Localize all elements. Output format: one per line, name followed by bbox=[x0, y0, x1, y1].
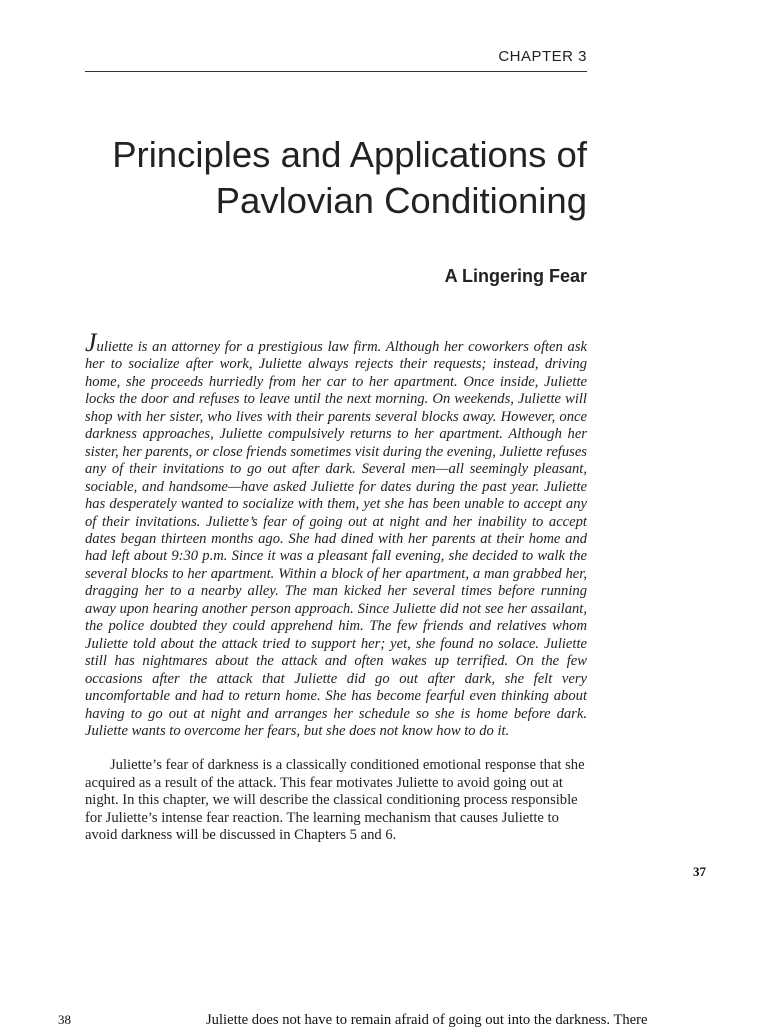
vignette-subtitle: A Lingering Fear bbox=[444, 266, 587, 286]
chapter-title bbox=[85, 132, 587, 224]
page-number: 37 bbox=[693, 864, 706, 879]
chapter-title-line-2: Pavlovian Conditioning bbox=[215, 180, 587, 221]
vignette-dropcap: J bbox=[85, 328, 97, 357]
next-page-text: Juliette does not have to remain afraid of going out into the darkness. There bbox=[206, 1012, 648, 1028]
vignette-text: uliette is an attorney for a prestigious law firm. Although her coworkers often ask her to socialize after work, Juliette always rejects their requests; instead, driving home, she proceeds hurriedly from her car to her apartment. Once inside, Juliette locks the door and refuses to leave until the next morning. On weekends, Juliette will shop with her sister, who lives with their parents several blocks away. However, once darkness approaches, Juliette compulsively returns to her apartment. Although her sister, her parents, or close friends sometimes visit during the evening, Juliette refuses any of their invitations to go out after dark. Several men—all seemingly pleasant, sociable, and handsome—have asked Juliette for dates during the past year. Juliette has desperately wanted to socialize with them, yet she has been unable to accept any of their invitations. Juliette’s fear of going out at night and her inability to accept dates began thirteen months ago. She had dined with her parents at their home and had left about 9:30 p.m. Since it was a pleasant fall evening, she decided to walk the several blocks to her apartment. Within a block of her apartment, a man grabbed her, dragging her to a nearby alley. The man kicked her several times before running away upon hearing another person approach. Since Juliette did not see her assailant, the police doubted they could apprehend him. The few friends and relatives whom Juliette told about the attack tried to support her; yet, she found no solace. Juliette still has nightmares about the attack and often wakes up terrified. On the few occasions after the attack that Juliette did go out after dark, she felt very uncomfortable and had to return home. She has become fearful even thinking about having to go out at night and arranges her schedule so she is home before dark. Juliette wants to overcome her fears, but she does not know how to do it. bbox=[85, 339, 587, 739]
chapter-title-line-1: Principles and Applications of bbox=[112, 134, 587, 175]
header-rule bbox=[85, 71, 587, 72]
body-paragraph: Juliette’s fear of darkness is a classically conditioned emotional response that she acquired as a result of the attack. This fear motivates Juliette to avoid going out at night. In this chapter, we will describe the classical conditioning process responsible for Juliette’s intense fear reaction. The learning mechanism that causes Juliette to avoid darkness will be discussed in Chapters 5 and 6. bbox=[85, 757, 585, 844]
chapter-label: CHAPTER 3 bbox=[498, 48, 587, 65]
vignette-paragraph bbox=[85, 328, 587, 740]
next-page-number: 38 bbox=[58, 1012, 71, 1027]
